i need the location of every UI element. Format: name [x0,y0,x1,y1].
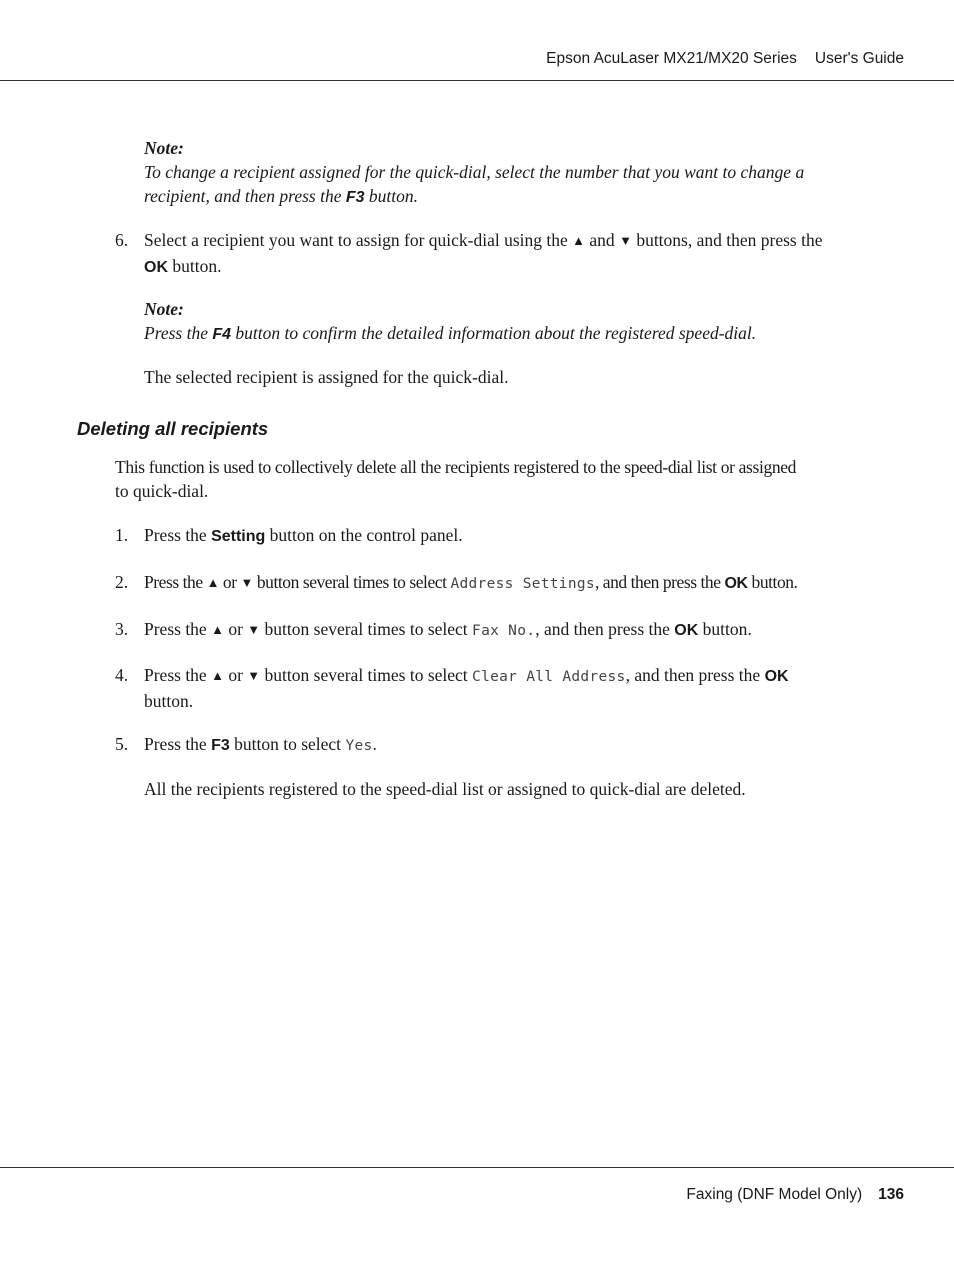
step-number: 3. [115,619,129,639]
step-3: Press the ▲ or ▼ button several times to select Fax No., and then press the OK button. [144,619,752,639]
step-number: 5. [115,734,129,754]
footer-rule [0,1167,954,1168]
menu-value: Clear All Address [472,669,626,685]
note-label: Note: [144,138,184,158]
down-arrow-icon: ▼ [240,575,253,590]
footer-section: Faxing (DNF Model Only) [686,1186,863,1203]
note-2 [144,297,756,347]
menu-value: Yes [345,738,373,754]
step-4 [144,663,789,713]
section-intro [115,455,905,503]
note-text-line: recipient, and then press the F3 button. [144,186,419,206]
step-text-line: Press the ▲ or ▼ button several times to select Clear All Address, and then press the OK [144,665,789,685]
key-setting: Setting [211,528,266,545]
header-product: Epson AcuLaser MX21/MX20 Series [546,50,797,67]
intro-line: This function is used to collectively delete all the recipients registered to the speed-dial list or assigned [115,457,797,477]
key-ok: OK [144,259,168,276]
step-6 [144,228,904,280]
intro-line: to quick-dial. [115,481,209,501]
up-arrow-icon: ▲ [211,668,224,683]
step-2: Press the ▲ or ▼ button several times to select Address Settings, and then press the OK button. [144,572,798,592]
step-number: 4. [115,665,129,685]
page-header [546,50,904,68]
result-text: All the recipients registered to the speed-dial list or assigned to quick-dial are deleted. [144,779,746,799]
step-number: 1. [115,525,129,545]
section-heading: Deleting all recipients [77,418,269,439]
page-footer [686,1186,904,1204]
note-label: Note: [144,299,184,319]
key-f4: F4 [212,326,232,343]
note-text-line: Press the F4 button to confirm the detailed information about the registered speed-dial. [144,323,757,343]
page-number: 136 [878,1186,904,1203]
key-ok: OK [674,622,699,639]
step-text-line: OK button. [144,256,222,276]
step-5: Press the F3 button to select Yes. [144,734,377,754]
step-1: Press the Setting button on the control panel. [144,525,463,545]
key-ok: OK [764,668,789,685]
menu-value: Fax No. [472,623,536,639]
menu-value: Address Settings [450,576,595,592]
note-1 [144,136,804,210]
down-arrow-icon: ▼ [247,668,261,683]
step-number: 2. [115,572,129,592]
header-rule [0,80,954,81]
down-arrow-icon: ▼ [247,622,261,637]
step-text-line: button. [144,691,194,711]
header-guide: User's Guide [814,50,904,67]
key-f3: F3 [211,737,230,754]
down-arrow-icon: ▼ [619,233,632,248]
up-arrow-icon: ▲ [211,622,224,637]
note-text-line: To change a recipient assigned for the quick-dial, select the number that you want to change a [144,162,805,182]
up-arrow-icon: ▲ [572,233,586,248]
step-text-line: Select a recipient you want to assign for quick-dial using the ▲ and ▼ buttons, and then press the [144,230,823,250]
step-number: 6. [115,230,129,250]
up-arrow-icon: ▲ [206,575,219,590]
key-ok: OK [724,575,748,592]
key-f3: F3 [345,189,365,206]
result-text: The selected recipient is assigned for the quick-dial. [144,367,509,387]
